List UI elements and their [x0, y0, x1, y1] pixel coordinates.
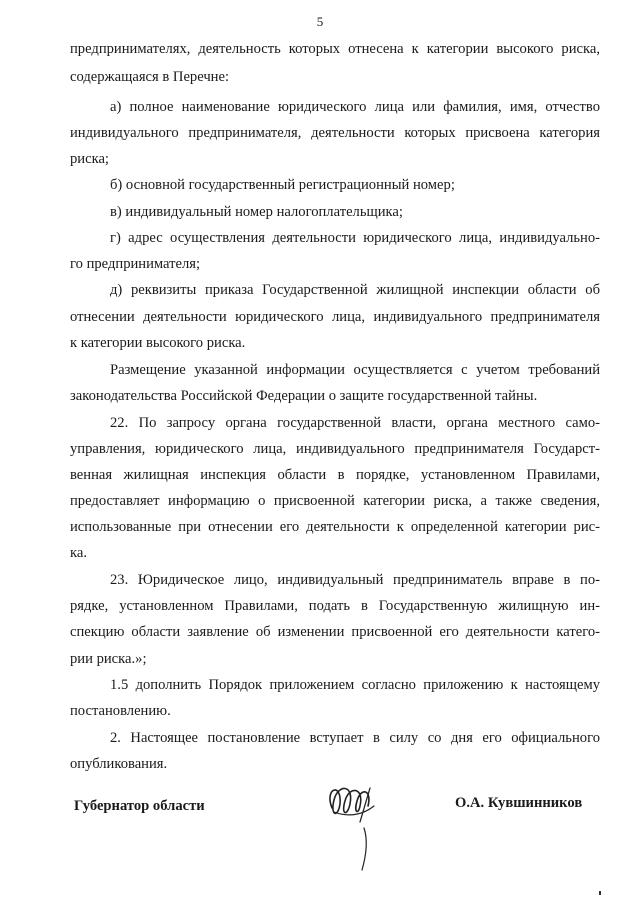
text-line: г) адрес осуществления деятельности юридического лица, индивидуально-	[110, 230, 600, 246]
scan-mark	[599, 891, 601, 895]
text-line: использованные при отнесении его деятельности к определенной категории рис-	[70, 519, 600, 535]
text-line: рии риска.»;	[70, 651, 147, 667]
text-line: индивидуального предпринимателя, деятельности которых присвоена категория	[70, 125, 600, 141]
text-line: 1.5 дополнить Порядок приложением согласно приложению к настоящему	[110, 677, 600, 693]
text-line: предоставляет информацию о присвоенной категории риска, а также сведения,	[70, 493, 600, 509]
text-line: риска;	[70, 151, 109, 167]
page-number: 5	[316, 14, 324, 29]
text-line: 2. Настоящее постановление вступает в силу со дня его официального	[110, 730, 600, 746]
text-line: венная жилищная инспекция области в порядке, установленном Правилами,	[70, 467, 600, 483]
text-line: б) основной государственный регистрационный номер;	[110, 177, 455, 193]
text-line: содержащаяся в Перечне:	[70, 69, 230, 85]
text-line: 22. По запросу органа государственной власти, органа местного само-	[110, 415, 600, 431]
text-line: предпринимателях, деятельность которых отнесена к категории высокого риска,	[70, 41, 600, 57]
text-line: го предпринимателя;	[70, 256, 201, 272]
text-line: к категории высокого риска.	[70, 335, 246, 351]
text-line: законодательства Российской Федерации о защите государственной тайны.	[70, 388, 538, 404]
signatory-title: Губернатор области	[74, 798, 205, 814]
text-line: опубликования.	[70, 756, 168, 772]
text-line: рядке, установленном Правилами, подать в Государственную жилищную ин-	[70, 598, 600, 614]
text-line: ка.	[70, 545, 87, 561]
text-line: 23. Юридическое лицо, индивидуальный предприниматель вправе в по-	[110, 572, 600, 588]
text-line: Размещение указанной информации осуществляется с учетом требований	[110, 362, 600, 378]
signature-block	[0, 790, 640, 880]
text-line: управления, юридического лица, индивидуального предпринимателя Государст-	[70, 441, 600, 457]
text-line: в) индивидуальный номер налогоплательщика;	[110, 204, 403, 220]
text-line: д) реквизиты приказа Государственной жилищной инспекции области об	[110, 282, 600, 298]
text-line: отнесении деятельности юридического лица, индивидуального предпринимателя	[70, 309, 600, 325]
text-line: постановлению.	[70, 703, 171, 719]
signatory-name: О.А. Кувшинников	[455, 795, 583, 811]
handwritten-signature-icon	[320, 778, 410, 888]
text-line: спекцию области заявление об изменении присвоенной его деятельности катего-	[70, 624, 600, 640]
text-line: а) полное наименование юридического лица или фамилия, имя, отчество	[110, 99, 600, 115]
